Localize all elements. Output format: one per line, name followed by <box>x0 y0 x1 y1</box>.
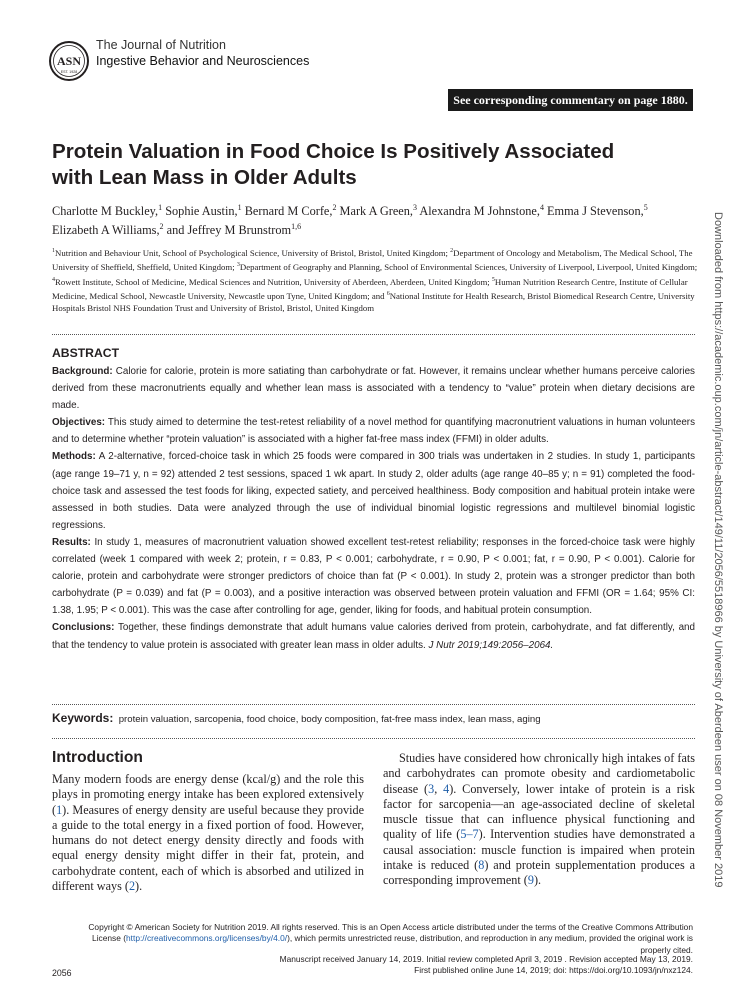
author-name: Alexandra M Johnstone, <box>419 204 540 219</box>
logo-est: EST. 1928 <box>60 70 78 74</box>
download-watermark: Downloaded from https://academic.oup.com/jn/article-abstract/149/11/2056/5518966 by University of Aberdeen user on 08 November 2019 <box>712 212 724 888</box>
author-name: Emma J Stevenson, <box>547 204 644 219</box>
manuscript-history <box>200 954 693 977</box>
intro-text: ). Conversely, lower intake of protein is a risk factor for sarcopenia—an age-associated decline of skeletal muscle tissue that can influence physical functioning and quality of life ( <box>383 781 695 842</box>
intro-paragraph-2 <box>383 751 695 889</box>
author-name: Elizabeth A Williams, <box>52 223 160 238</box>
author-name: Charlotte M Buckley, <box>52 204 159 219</box>
author-affiliation-mark: 5 <box>643 203 648 212</box>
author-affiliation-mark: 4 <box>539 203 544 212</box>
objectives-text: This study aimed to determine the test-retest reliability of a novel method for quantifying macronutrient valuations in human volunteers and to determine whether “protein valuation” is associated with a higher fat-free mass index (FFMI) in older adults. <box>52 417 695 446</box>
affiliation-text: Department of Oncology and Metabolism, The Medical School, The University of Sheffield, Sheffield, United Kingdom; <box>52 247 693 273</box>
affiliation-text: Department of Geography and Planning, School of Environmental Sciences, University of Liverpool, Liverpool, United Kingdom; <box>239 262 698 273</box>
commentary-link[interactable]: See corresponding commentary on page 1880. <box>448 89 693 111</box>
author-name: Sophie Austin, <box>165 204 238 219</box>
objectives-label: Objectives: <box>52 417 106 429</box>
keywords <box>52 709 695 729</box>
affiliation-mark: 3 <box>236 262 240 269</box>
affiliation-mark: 1 <box>52 248 55 254</box>
journal-name: The Journal of Nutrition <box>96 38 226 52</box>
author-affiliation-mark: 2 <box>332 203 337 212</box>
intro-text: ). Intervention studies have demonstrated a causal association: muscle function is impaired when protein intake is reduced ( <box>383 827 695 873</box>
intro-text: Studies have considered how chronically high intakes of fats and carbohydrates can promote obesity and cardiometabolic disease ( <box>383 751 695 796</box>
author-name: and Jeffrey M Brunstrom <box>166 223 292 238</box>
keywords-text: protein valuation, sarcopenia, food choice, body composition, fat-free mass index, lean mass, aging <box>118 714 541 725</box>
affiliation-mark: 2 <box>450 248 454 254</box>
background-label: Background: <box>52 366 113 377</box>
abstract-results <box>52 534 695 619</box>
page-number: 2056 <box>52 968 72 978</box>
reference-link[interactable]: 3 <box>428 781 435 796</box>
received-line: Manuscript received January 14, 2019. Initial review completed April 3, 2019 . Revision accepted May 13, 2019. <box>279 954 693 964</box>
published-line: First published online June 14, 2019; doi: https://doi.org/10.1093/jn/nxz124. <box>414 965 693 976</box>
author-name: Bernard M Corfe, <box>244 204 333 219</box>
affiliations <box>52 245 702 315</box>
keywords-label: Keywords: <box>52 711 114 725</box>
author-affiliation-mark: 3 <box>412 203 417 212</box>
methods-label: Methods: <box>52 451 96 463</box>
reference-link[interactable]: 8 <box>478 858 485 873</box>
affiliation-text: National Institute for Health Research, Bristol Biomedical Research Centre, University Hospitals Bristol NHS Foundation Trust and University of Bristol, Bristol, United Kingdom <box>52 290 695 314</box>
abstract-conclusions <box>52 619 695 653</box>
author-affiliation-mark: 1,6 <box>291 222 302 232</box>
introduction-heading: Introduction <box>52 749 143 766</box>
affiliation-mark: 4 <box>52 276 55 283</box>
methods-text: A 2-alternative, forced-choice task in which 25 foods were compared in 300 trials was undertaken in 2 studies. In study 1, participants (age range 19–71 y, n = 92) attended 2 test sessions, spaced 1 wk apart. In study 2, older adults (age range 40–85 y; n = 91) completed the food-choice task and assessed the test foods for liking, expected satiety, and perceived healthiness. Body composition and habitual protein intake were assessed in both studies. Data were analyzed through the use of individual binomial logistic regressions and multilevel binomial logistic regressions. <box>52 451 695 531</box>
author-affiliation-mark: 1 <box>158 203 163 212</box>
divider <box>52 738 695 739</box>
intro-text: Many modern foods are energy dense (kcal/g) and the role this plays in promoting energy intake has been explored extensively ( <box>52 772 364 817</box>
background-text: Calorie for calorie, protein is more satiating than carbohydrate or fat. However, it remains unclear whether humans perceive calories derived from these macronutrients equally and whether lean mass is associated with a tendency to “value” protein when dietary decisions are made. <box>52 366 695 412</box>
author-name: Mark A Green, <box>339 204 413 219</box>
divider <box>52 334 695 335</box>
abstract-heading: ABSTRACT <box>52 346 120 360</box>
reference-link[interactable]: 2 <box>128 879 136 894</box>
affiliation-text: Nutrition and Behaviour Unit, School of Psychological Science, University of Bristol, Bristol, United Kingdom; <box>55 247 448 258</box>
abstract-objectives <box>52 414 695 448</box>
license-link[interactable]: http://creativecommons.org/licenses/by/4.0/ <box>126 933 288 944</box>
abstract-methods <box>52 448 695 533</box>
article-title: Protein Valuation in Food Choice Is Positively Associated with Lean Mass in Older Adults <box>52 140 615 189</box>
section-name: Ingestive Behavior and Neurosciences <box>96 54 310 68</box>
intro-text: ). Measures of energy density are useful because they provide a guide to the total energy in a fixed portion of food. However, humans do not detect energy density directly and foods with equal energy density might differ in their fat, protein, and carbohydrate content, each of which is absorbed and utilized in different ways ( <box>52 802 364 894</box>
intro-paragraph-1 <box>52 772 364 894</box>
results-label: Results: <box>52 536 91 548</box>
copyright-text: ), which permits unrestricted reuse, distribution, and reproduction in any medium, provided the original work is properly cited. <box>287 933 693 955</box>
copyright-text: Copyright © American Society for Nutrition 2019. All rights reserved. This is an Open Access article distributed under the terms of the Creative Commons Attribution License ( <box>88 922 693 944</box>
affiliation-mark: 6 <box>386 290 390 297</box>
intro-text: ). <box>135 879 143 894</box>
results-text: In study 1, measures of macronutrient valuation showed excellent test-retest reliability; responses in the forced-choice task were highly correlated (week 1 compared with week 2; protein, r = 0.83, P < 0.001; carbohydrate, r = 0.90, P < 0.001; fat, r = 0.90, P < 0.001). Calorie for calorie, protein and carbohydrate were stronger predictors of choice than fat (P < 0.001). In study 2, protein was a stronger predictor than both carbohydrate (P = 0.039) and fat (P = 0.003), and a positive interaction was observed between protein valuation and FFMI (OR = 1.64; 95% CI: 1.38, 1.95; P < 0.001). This was the case after controlling for age, gender, liking for foods, and habitual protein consumption. <box>52 536 695 617</box>
reference-link[interactable]: 4 <box>443 781 450 796</box>
column-left <box>52 748 364 894</box>
column-right <box>383 748 695 889</box>
abstract <box>52 346 695 654</box>
author-list <box>52 200 662 238</box>
reference-link[interactable]: 9 <box>527 873 534 888</box>
author-affiliation-mark: 2 <box>159 222 164 232</box>
conclusions-label: Conclusions: <box>52 622 115 634</box>
copyright-notice <box>60 922 693 956</box>
abstract-background <box>52 363 695 414</box>
intro-text: ) and protein supplementation produces a corresponding improvement ( <box>383 858 695 888</box>
divider <box>52 704 695 705</box>
affiliation-mark: 5 <box>491 276 495 283</box>
conclusions-text: Together, these findings demonstrate that adult humans value calories derived from protein, carbohydrate, and fat differently, and that the tendency to value protein is associated with greater lean mass in older adults. <box>52 622 695 651</box>
asn-logo <box>49 40 89 82</box>
ref-separator: , <box>434 781 444 796</box>
author-affiliation-mark: 1 <box>237 203 242 212</box>
reference-link[interactable]: 1 <box>56 802 63 817</box>
intro-text: ). <box>533 873 542 888</box>
affiliation-text: Rowett Institute, School of Medicine, Medical Sciences and Nutrition, University of Aberdeen, Aberdeen, United Kingdom; <box>55 276 490 287</box>
logo-text: ASN <box>56 54 82 68</box>
citation: J Nutr 2019;149:2056–2064. <box>428 639 554 651</box>
reference-link[interactable]: 5–7 <box>460 827 479 842</box>
affiliation-text: Human Nutrition Research Centre, Institute of Cellular Medicine, Medical School, Newcastle University, Newcastle upon Tyne, United Kingdom; and <box>52 276 688 301</box>
